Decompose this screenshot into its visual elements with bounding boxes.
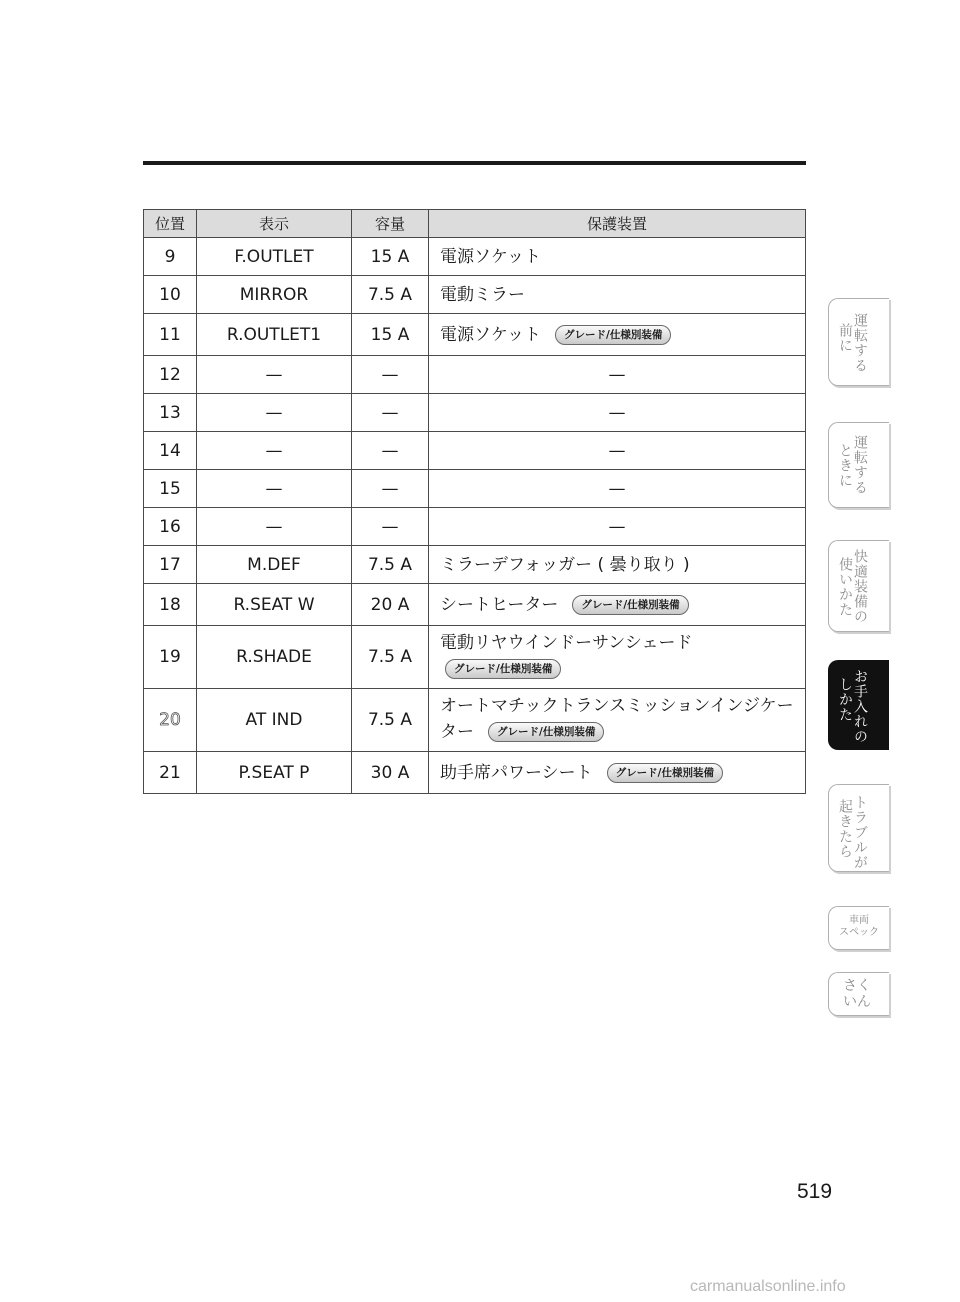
cell-capacity: 20 A	[352, 584, 429, 626]
table-row	[144, 584, 806, 626]
cell-display: —	[197, 356, 352, 394]
protection-text: 電動リヤウインドーサンシェード	[440, 633, 693, 653]
table-row	[144, 356, 806, 394]
cell-capacity: —	[352, 508, 429, 546]
protection-text-line2: ター	[440, 722, 474, 742]
chapter-tab-label: 運転する	[852, 435, 868, 495]
cell-protection: —	[429, 470, 806, 508]
chapter-tab-label: ときに	[837, 443, 853, 488]
cell-protection	[429, 584, 806, 626]
chapter-tab-label: 使いかた	[837, 557, 853, 617]
chapter-tab-label: いん	[843, 994, 871, 1010]
top-rule	[143, 161, 806, 165]
table-row	[144, 470, 806, 508]
cell-capacity: —	[352, 470, 429, 508]
cell-position: 15	[144, 470, 197, 508]
cell-capacity: 7.5 A	[352, 546, 429, 584]
cell-protection	[429, 238, 806, 276]
cell-capacity: 7.5 A	[352, 276, 429, 314]
chapter-tab-label: しかた	[837, 677, 853, 722]
cell-position: 16	[144, 508, 197, 546]
cell-protection: —	[429, 432, 806, 470]
cell-display: R.SHADE	[197, 626, 352, 689]
protection-text-line1: オートマチックトランスミッションインジケー	[440, 696, 794, 716]
cell-display: —	[197, 394, 352, 432]
table-row	[144, 276, 806, 314]
cell-display: F.OUTLET	[197, 238, 352, 276]
cell-position: 10	[144, 276, 197, 314]
watermark: carmanualsonline.info	[690, 1278, 846, 1295]
cell-protection: —	[429, 394, 806, 432]
cell-position: 18	[144, 584, 197, 626]
cell-position: 9	[144, 238, 197, 276]
cell-protection	[429, 626, 806, 689]
table-row	[144, 689, 806, 752]
cell-display: AT IND	[197, 689, 352, 752]
grade-option-badge: グレード/仕様別装備	[572, 595, 688, 615]
chapter-tab-maintenance[interactable]	[828, 660, 889, 750]
cell-display: —	[197, 432, 352, 470]
cell-display: —	[197, 508, 352, 546]
table-row	[144, 752, 806, 794]
cell-position: 17	[144, 546, 197, 584]
fuse-table	[143, 209, 806, 794]
table-row	[144, 432, 806, 470]
cell-capacity: 7.5 A	[352, 626, 429, 689]
chapter-tab-label: 車両	[849, 915, 869, 926]
chapter-tab-label: さく	[843, 978, 871, 994]
protection-text: シートヒーター	[440, 594, 559, 615]
cell-capacity: —	[352, 356, 429, 394]
chapter-tab-label: 起きたら	[837, 799, 853, 859]
cell-protection	[429, 314, 806, 356]
chapter-tab-label: スペック	[839, 927, 879, 938]
cell-display: P.SEAT P	[197, 752, 352, 794]
cell-display: MIRROR	[197, 276, 352, 314]
header-position: 位置	[144, 210, 197, 238]
protection-text: 助手席パワーシート	[440, 762, 593, 783]
cell-position: 12	[144, 356, 197, 394]
chapter-tab-troubles[interactable]	[828, 784, 889, 872]
cell-display: R.OUTLET1	[197, 314, 352, 356]
cell-protection: —	[429, 356, 806, 394]
grade-option-badge: グレード/仕様別装備	[555, 325, 671, 345]
cell-display: —	[197, 470, 352, 508]
grade-option-badge: グレード/仕様別装備	[607, 763, 723, 783]
table-row	[144, 546, 806, 584]
table-row	[144, 314, 806, 356]
chapter-tab-index[interactable]	[828, 972, 889, 1016]
table-row	[144, 238, 806, 276]
table-row	[144, 394, 806, 432]
cell-position: 21	[144, 752, 197, 794]
cell-protection	[429, 752, 806, 794]
cell-capacity: 15 A	[352, 314, 429, 356]
chapter-tab-label: トラブルが	[852, 795, 868, 870]
protection-text: 電源ソケット	[440, 324, 541, 345]
protection-text: 電源ソケット	[440, 246, 541, 267]
protection-text: 電動ミラー	[440, 284, 525, 305]
cell-position: 19	[144, 626, 197, 689]
chapter-tab-when-driving[interactable]	[828, 422, 889, 508]
chapter-tab-comfort-equipment[interactable]	[828, 540, 889, 632]
chapter-tab-label: 前に	[837, 323, 853, 353]
protection-text: ミラーデフォッガー ( 曇り取り )	[440, 554, 690, 575]
cell-protection	[429, 276, 806, 314]
cell-capacity: 15 A	[352, 238, 429, 276]
chapter-tab-label: 快適装備の	[852, 549, 868, 624]
header-display: 表示	[197, 210, 352, 238]
cell-display: M.DEF	[197, 546, 352, 584]
cell-position: 20	[144, 689, 197, 752]
cell-protection: —	[429, 508, 806, 546]
header-protection: 保護装置	[429, 210, 806, 238]
table-row	[144, 626, 806, 689]
page-number: 519	[797, 1180, 833, 1203]
chapter-tab-label: 運転する	[852, 313, 868, 373]
chapter-tab-before-driving[interactable]	[828, 298, 889, 386]
cell-protection	[429, 689, 806, 752]
cell-capacity: 30 A	[352, 752, 429, 794]
cell-capacity: —	[352, 432, 429, 470]
cell-protection	[429, 546, 806, 584]
cell-position: 13	[144, 394, 197, 432]
cell-position: 14	[144, 432, 197, 470]
chapter-tab-vehicle-spec[interactable]	[828, 906, 889, 950]
cell-capacity: —	[352, 394, 429, 432]
chapter-tab-label: お手入れの	[852, 669, 868, 744]
cell-capacity: 7.5 A	[352, 689, 429, 752]
header-capacity: 容量	[352, 210, 429, 238]
cell-display: R.SEAT W	[197, 584, 352, 626]
cell-position: 11	[144, 314, 197, 356]
grade-option-badge: グレード/仕様別装備	[445, 659, 561, 679]
grade-option-badge: グレード/仕様別装備	[488, 722, 604, 742]
table-row	[144, 508, 806, 546]
table-header-row	[144, 210, 806, 238]
